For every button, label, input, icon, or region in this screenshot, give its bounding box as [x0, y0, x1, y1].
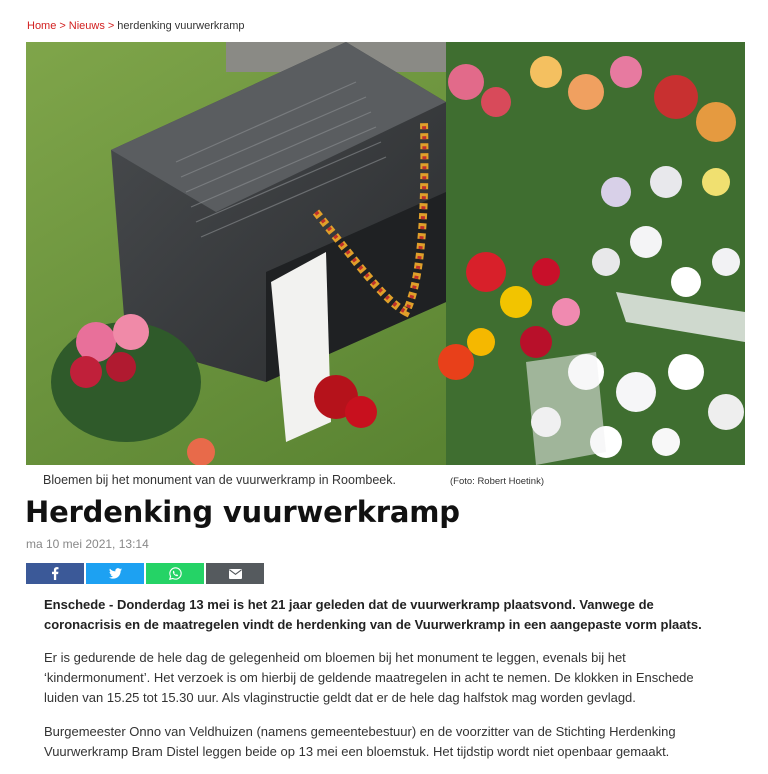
article-lead-line: Enschede - Donderdag 13 mei is het 21 jaar geleden dat de vuurwerkramp plaatsvond. Vanwege de [44, 597, 654, 612]
photo-credit: (Foto: Robert Hoetink) [450, 476, 544, 487]
share-facebook-button[interactable] [26, 563, 84, 584]
article-paragraph-line: Burgemeester Onno van Veldhuizen (namens gemeentebestuur) en de voorzitter van de Stichting Herdenking [44, 724, 676, 739]
photo-caption [26, 470, 745, 488]
article-paragraph-line: Er is gedurende de hele dag de gelegenheid om bloemen bij het monument te leggen, evenals bij het [44, 650, 626, 665]
article-paragraph-line: Vuurwerkramp Bram Distel leggen beide op 13 mei een bloemstuk. Het tijdstip wordt niet openbaar gemaakt. [44, 744, 670, 759]
mail-icon [229, 569, 242, 579]
breadcrumb [27, 20, 244, 32]
photo-caption-text: Bloemen bij het monument van de vuurwerkramp in Roombeek. [43, 473, 396, 487]
twitter-icon [109, 568, 122, 579]
breadcrumb-home-link[interactable]: Home [27, 20, 57, 32]
breadcrumb-news-link[interactable]: Nieuws [68, 20, 105, 32]
share-buttons [26, 563, 264, 584]
article-paragraph-line: ‘kindermonument’. Het verzoek is om hierbij de geldende maatregelen in acht te nemen. De klokken in Enschede [44, 670, 694, 685]
article-paragraph [44, 722, 724, 762]
whatsapp-icon [169, 567, 182, 580]
breadcrumb-separator: > [107, 20, 115, 32]
share-twitter-button[interactable] [86, 563, 144, 584]
article-paragraph [44, 648, 724, 708]
monument-flowers-image [26, 42, 745, 465]
page-title: Herdenking vuurwerkramp [25, 495, 460, 529]
breadcrumb-current: herdenking vuurwerkramp [117, 20, 245, 32]
article-photo [26, 42, 745, 465]
article-date: ma 10 mei 2021, 13:14 [26, 537, 149, 551]
article-lead [44, 595, 724, 635]
article-lead-line: coronacrisis en de maatregelen vindt de herdenking van de Vuurwerkramp in een aangepaste vorm plaats. [44, 617, 702, 632]
breadcrumb-separator: > [59, 20, 66, 32]
article-paragraph-line: luiden van 15.25 tot 15.30 uur. Als vlaginstructie geldt dat er de hele dag halfstok mag worden gevlagd. [44, 690, 636, 705]
facebook-icon [51, 567, 59, 580]
share-whatsapp-button[interactable] [146, 563, 204, 584]
share-email-button[interactable] [206, 563, 264, 584]
